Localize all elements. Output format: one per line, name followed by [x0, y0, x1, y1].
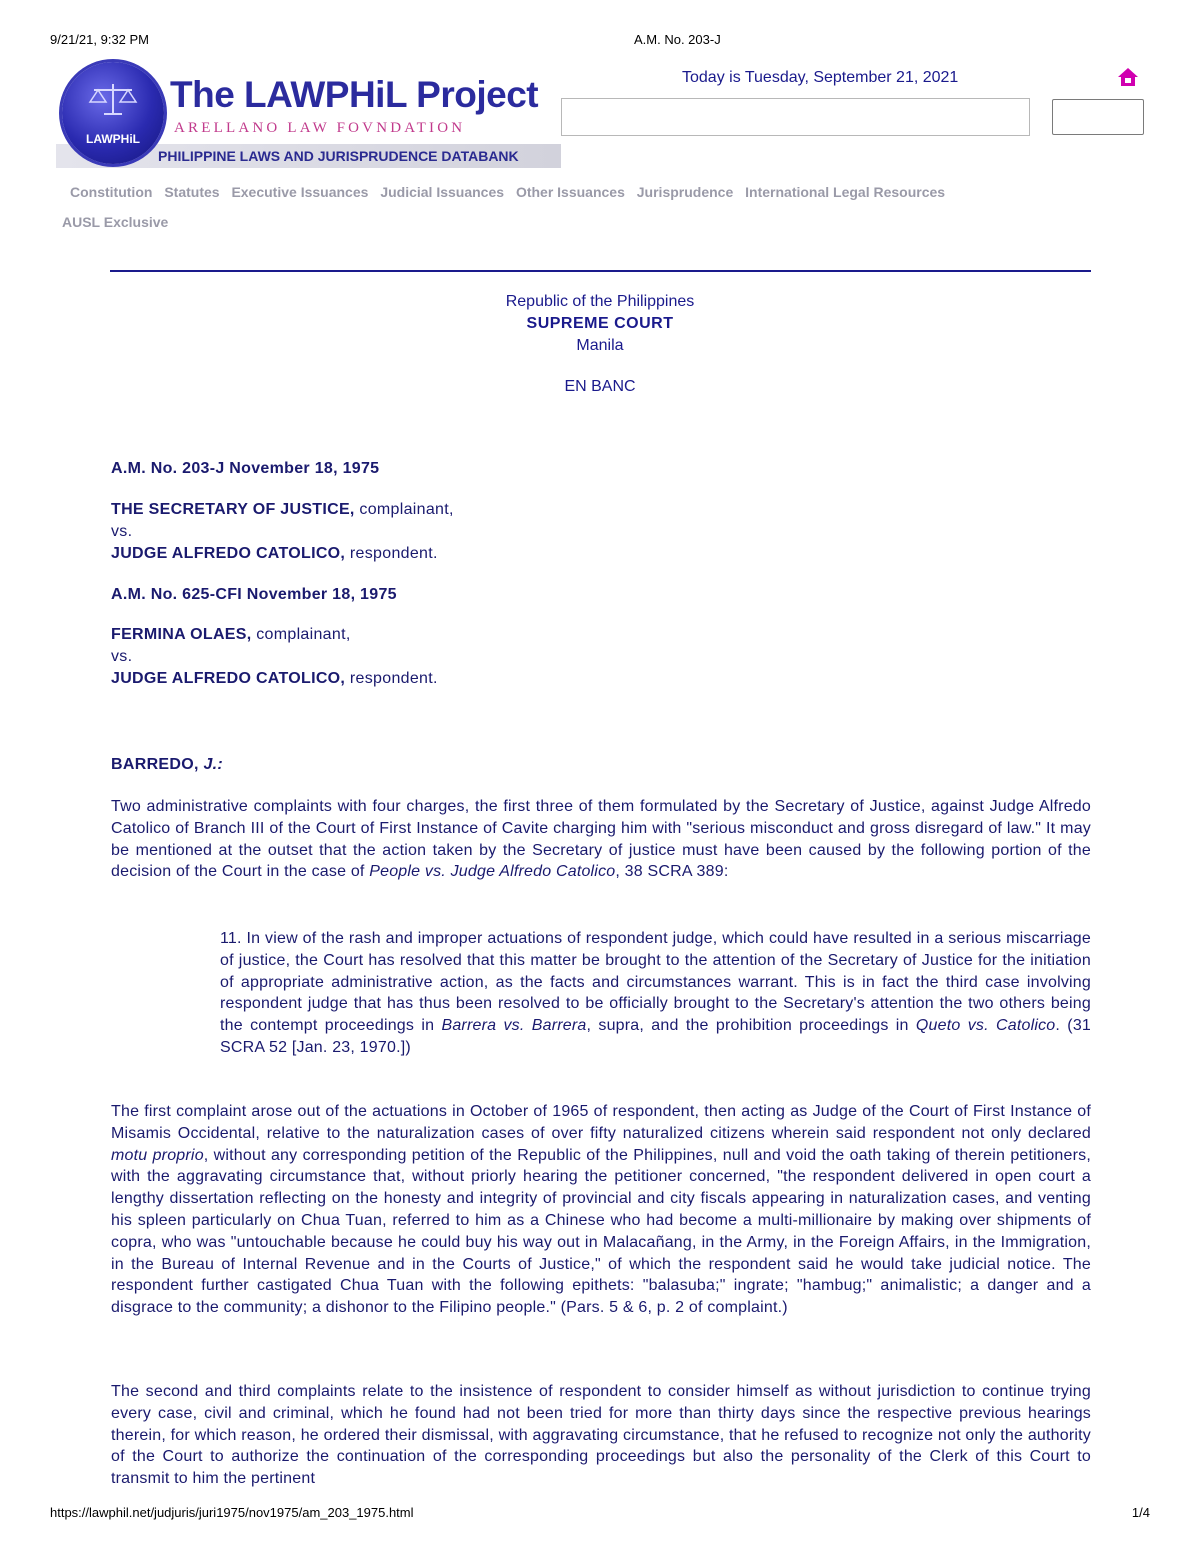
- logo-title: The LAWPHiL Project: [170, 74, 539, 115]
- logo-circle-text: LAWPHiL: [86, 132, 140, 146]
- print-date: 9/21/21, 9:32 PM: [50, 32, 150, 47]
- case1-number: A.M. No. 203-J November 18, 1975: [111, 460, 380, 477]
- logo-tagline: PHILIPPINE LAWS AND JURISPRUDENCE DATABANK: [158, 148, 519, 164]
- case2-vs: vs.: [111, 648, 133, 665]
- block-quote: 11. In view of the rash and improper actuations of respondent judge, which could have resulted in a serious miscarriage of justice, the Court has resolved that this matter be brought to the attention of the Secretary of Justice for the initiation of appropriate administrative action, as the facts and circumstances warrant. This is in fact the third case involving respondent judge that has thus been resolved to be officially brought to the Secretary's attention the two others being the contempt proceedings in Barrera vs. Barrera, supra, and the prohibition proceedings in Queto vs. Catolico. (31 SCRA 52 [Jan. 23, 1970.]): [220, 930, 1092, 1056]
- nav-other-issuances[interactable]: Other Issuances: [515, 184, 625, 200]
- logo-emblem: [62, 62, 164, 164]
- print-footer: [50, 1505, 1150, 1523]
- nav-ausl-exclusive[interactable]: AUSL Exclusive: [62, 214, 169, 230]
- header-divider: [110, 270, 1091, 272]
- site-logo[interactable]: [56, 60, 561, 170]
- search-button[interactable]: [1052, 99, 1144, 135]
- case2-complainant: FERMINA OLAES, complainant,: [111, 626, 351, 643]
- court-name: SUPREME COURT: [526, 315, 674, 332]
- print-header: [50, 32, 1150, 50]
- court-division: EN BANC: [564, 378, 636, 395]
- nav-international-legal-resources[interactable]: International Legal Resources: [745, 184, 946, 200]
- case1-respondent: JUDGE ALFREDO CATOLICO, respondent.: [111, 545, 438, 562]
- paragraph-3: The second and third complaints relate to the insistence of respondent to consider himself as without jurisdiction to continue trying every case, civil and criminal, which he found had not been tried for more than thirty days since the respective previous hearings therein, for which reason, he ordered their dismissal, with aggravating circumstance, that he refused to recognize not only the authority of the Court to authorize the continuation of the corresponding proceedings but also the personality of the Clerk of this Court to transmit to him the pertinent: [111, 1383, 1091, 1488]
- paragraph-1: Two administrative complaints with four charges, the first three of them formulated by the Secretary of Justice, against Judge Alfredo Catolico of Branch III of the Court of First Instance of Cavite charging him with "serious misconduct and gross disregard of law." It may be mentioned at the outset that the action taken by the Secretary of justice must have been caused by the following portion of the decision of the Court in the case of People vs. Judge Alfredo Catolico, 38 SCRA 389:: [111, 798, 1091, 881]
- print-page-number: 1/4: [1131, 1505, 1150, 1520]
- nav-constitution[interactable]: Constitution: [70, 184, 153, 200]
- case1-complainant: THE SECRETARY OF JUSTICE, complainant,: [111, 501, 454, 518]
- home-icon[interactable]: [1117, 67, 1139, 87]
- main-nav: [62, 177, 1062, 237]
- republic-line: Republic of the Philippines: [505, 293, 695, 310]
- nav-jurisprudence[interactable]: Jurisprudence: [636, 184, 734, 200]
- today-date: Today is Tuesday, September 21, 2021: [682, 69, 959, 86]
- ponente: BARREDO, J.:: [111, 756, 224, 773]
- search-input[interactable]: [561, 98, 1030, 136]
- logo-subtitle: ARELLANO LAW FOVNDATION: [174, 120, 466, 136]
- print-title: A.M. No. 203-J: [634, 32, 721, 47]
- scales-of-justice-icon: [88, 80, 138, 120]
- paragraph-2: The first complaint arose out of the actuations in October of 1965 of respondent, then acting as Judge of the Court of First Instance of Misamis Occidental, relative to the naturalization cases of over fifty naturalized citizens wherein said respondent not only declared motu proprio, without any corresponding petition of the Republic of the Philippines, null and void the oath taking of therein petitioners, with the aggravating circumstance that, without priorly hearing the petitioner concerned, "the respondent delivered in open court a lengthy dissertation reflecting on the honesty and integrity of provincial and city fiscals appearing in naturalization cases, and venting his spleen particularly on Chua Tuan, referred to him as a Chinese who had become a multi-millionaire by making over shipments of copra, who was "untouchable because he could buy his way out in Malacañang, in the Army, in the Foreign Affairs, in the Immigration, in the Bureau of Internal Revenue and in the Courts of Justice," of which the respondent said he would take judicial notice. The respondent further castigated Chua Tuan with the following epithets: "balasuba;" ingrate; "hambug;" animalistic; a danger and a disgrace to the community; a dishonor to the Filipino people." (Pars. 5 & 6, p. 2 of complaint.): [111, 1103, 1091, 1317]
- nav-judicial-issuances[interactable]: Judicial Issuances: [380, 184, 505, 200]
- case1-vs: vs.: [111, 523, 133, 540]
- nav-executive-issuances[interactable]: Executive Issuances: [231, 184, 369, 200]
- case2-number: A.M. No. 625-CFI November 18, 1975: [111, 586, 397, 603]
- court-city: Manila: [576, 337, 624, 354]
- print-url: https://lawphil.net/judjuris/juri1975/nov1975/am_203_1975.html: [50, 1505, 414, 1520]
- case2-respondent: JUDGE ALFREDO CATOLICO, respondent.: [111, 670, 438, 687]
- nav-statutes[interactable]: Statutes: [164, 184, 220, 200]
